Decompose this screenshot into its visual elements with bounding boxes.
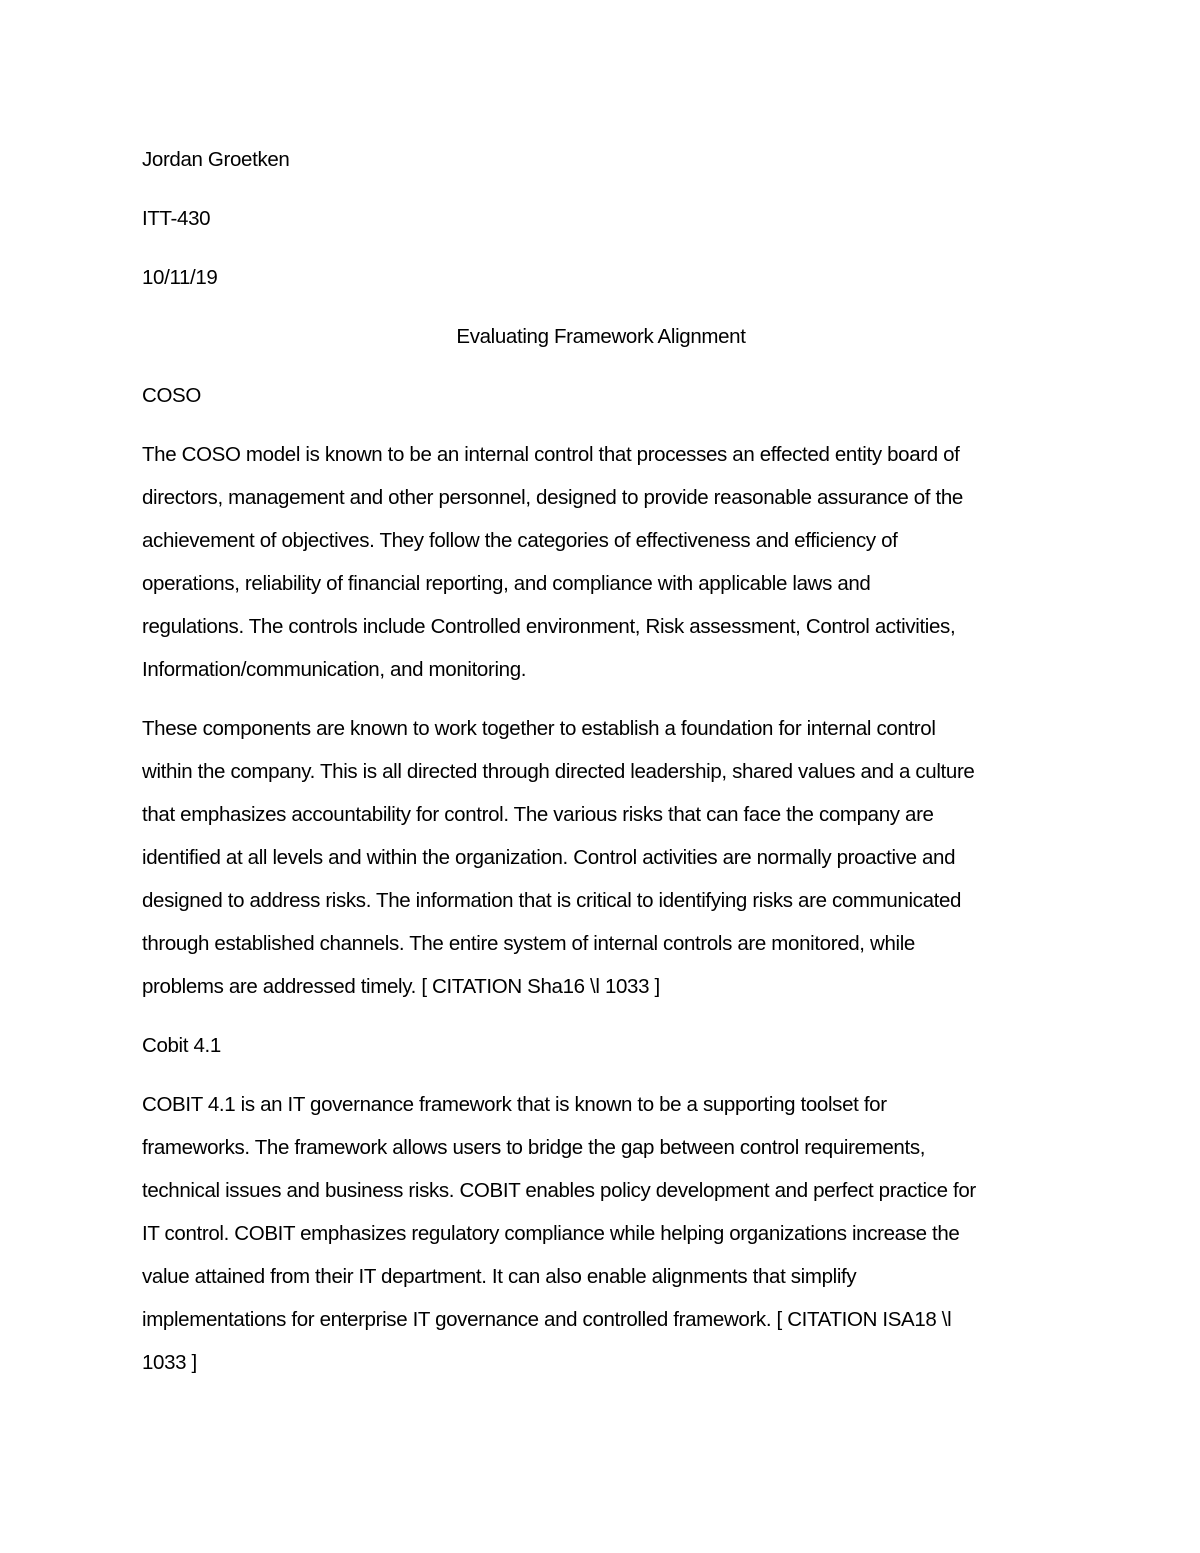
course-code: ITT-430 — [142, 207, 211, 230]
document-title: Evaluating Framework Alignment — [456, 325, 746, 348]
paragraph-line: through established channels. The entire system of internal controls are monitored, while — [142, 932, 915, 955]
paragraph-line: implementations for enterprise IT governance and controlled framework. [ CITATION ISA18 \l — [142, 1308, 952, 1331]
document-date: 10/11/19 — [142, 266, 218, 289]
author-name: Jordan Groetken — [142, 148, 290, 171]
paragraph-line: 1033 ] — [142, 1351, 197, 1374]
paragraph-line: identified at all levels and within the organization. Control activities are normally proactive and — [142, 846, 956, 869]
paragraph-line: COBIT 4.1 is an IT governance framework that is known to be a supporting toolset for — [142, 1093, 887, 1116]
paragraph-line: Information/communication, and monitoring. — [142, 658, 527, 681]
paragraph-line: The COSO model is known to be an internal control that processes an effected entity board of — [142, 443, 960, 466]
paragraph-line: problems are addressed timely. [ CITATION Sha16 \l 1033 ] — [142, 975, 660, 998]
paragraph-line: IT control. COBIT emphasizes regulatory compliance while helping organizations increase the — [142, 1222, 960, 1245]
paragraph-line: These components are known to work together to establish a foundation for internal control — [142, 717, 936, 740]
paragraph-line: frameworks. The framework allows users to bridge the gap between control requirements, — [142, 1136, 926, 1159]
coso-paragraph-1 — [142, 433, 1060, 691]
paragraph-line: achievement of objectives. They follow the categories of effectiveness and efficiency of — [142, 529, 898, 552]
paragraph-line: within the company. This is all directed through directed leadership, shared values and a culture — [142, 760, 975, 783]
section-heading-cobit: Cobit 4.1 — [142, 1034, 221, 1057]
paragraph-line: operations, reliability of financial reporting, and compliance with applicable laws and — [142, 572, 871, 595]
section-heading-coso: COSO — [142, 384, 201, 407]
paragraph-line: technical issues and business risks. COBIT enables policy development and perfect practice for — [142, 1179, 976, 1202]
cobit-paragraph-1 — [142, 1083, 1060, 1384]
paragraph-line: designed to address risks. The information that is critical to identifying risks are communicated — [142, 889, 962, 912]
coso-paragraph-2 — [142, 707, 1060, 1008]
paragraph-line: that emphasizes accountability for control. The various risks that can face the company are — [142, 803, 934, 826]
paragraph-line: directors, management and other personnel, designed to provide reasonable assurance of the — [142, 486, 963, 509]
paragraph-line: regulations. The controls include Controlled environment, Risk assessment, Control activities, — [142, 615, 956, 638]
paragraph-line: value attained from their IT department. It can also enable alignments that simplify — [142, 1265, 857, 1288]
document-body — [142, 138, 1060, 1400]
